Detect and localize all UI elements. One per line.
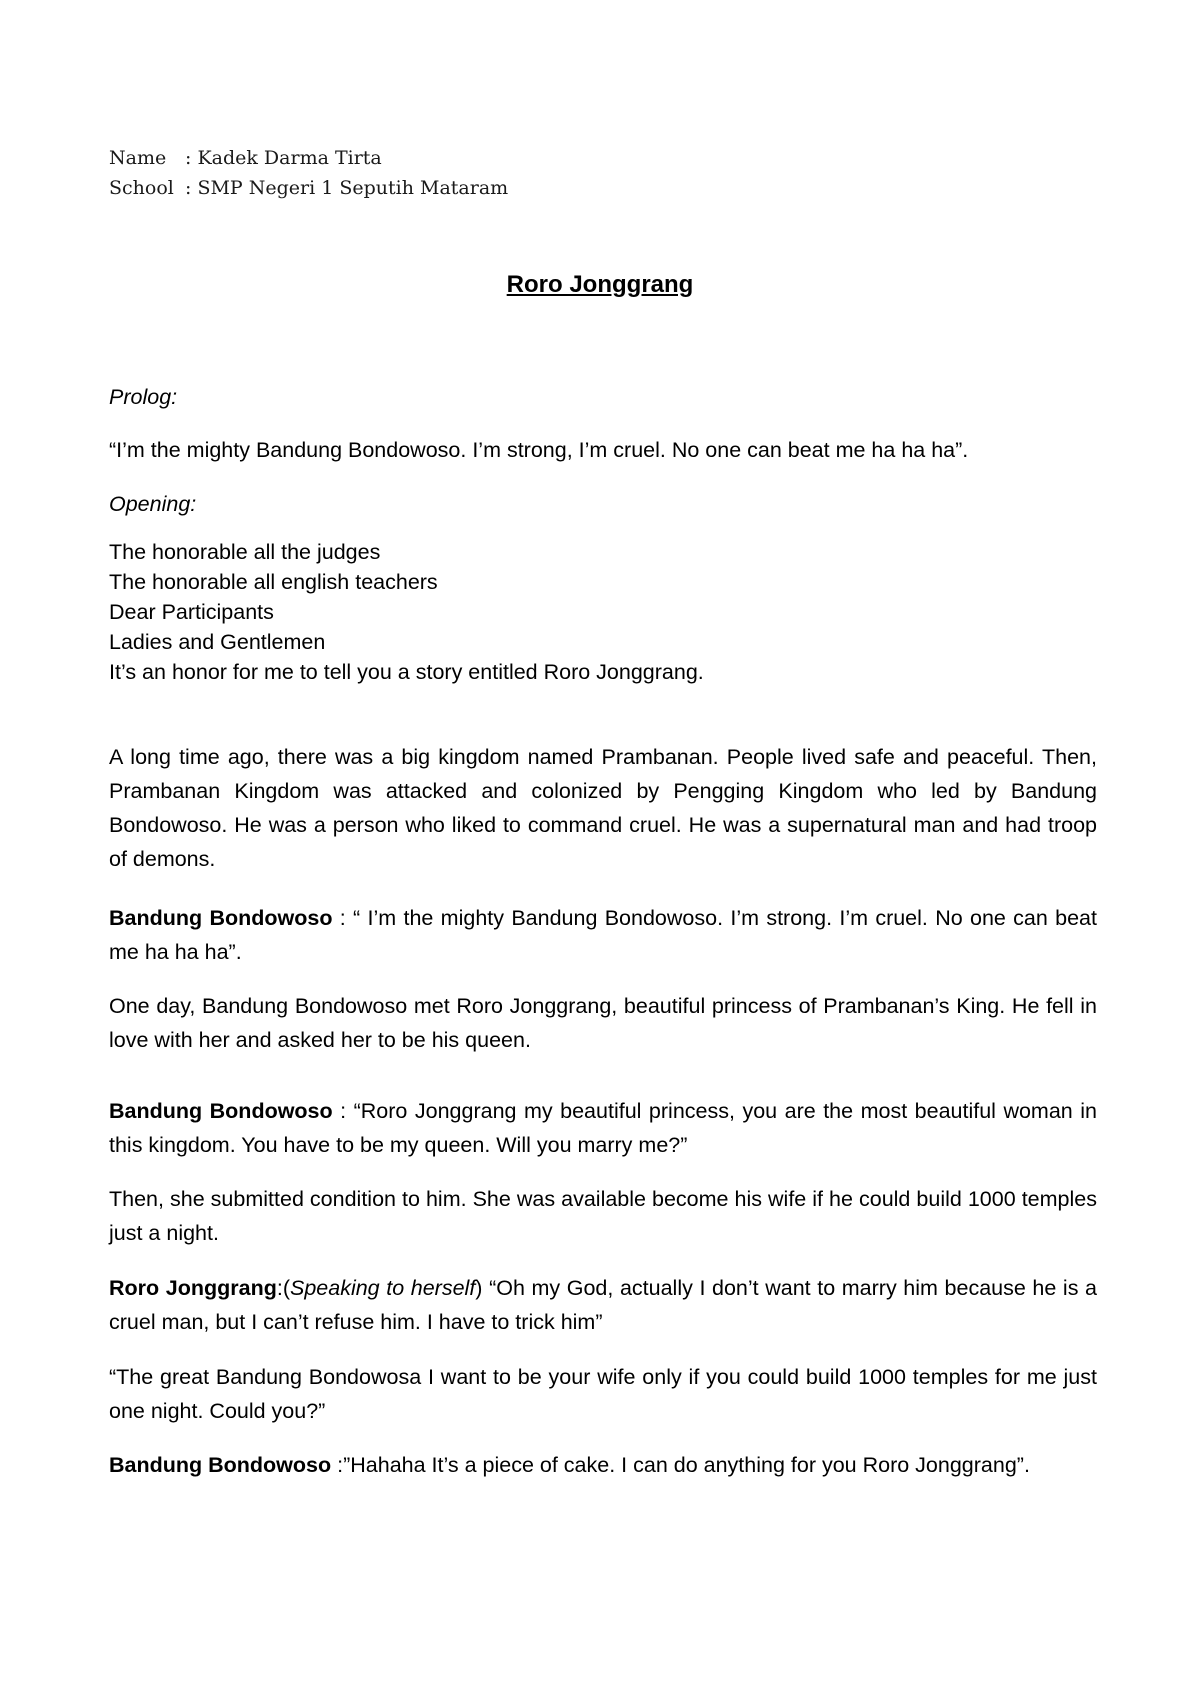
- story-paragraph: One day, Bandung Bondowoso met Roro Jonggrang, beautiful princess of Prambanan’s King. He fell in love with her and asked her to be his queen.: [109, 994, 1097, 1052]
- dialogue-bandung-1: [109, 901, 1097, 969]
- dialogue-bandung-3: [109, 1448, 1097, 1482]
- aside-open: :(: [276, 1276, 290, 1300]
- story-paragraph: Then, she submitted condition to him. She was available become his wife if he could build 1000 temples just a night.: [109, 1187, 1097, 1245]
- opening-lines: [109, 537, 1097, 687]
- opening-line: The honorable all the judges: [109, 540, 381, 564]
- school-label: School: [109, 177, 174, 199]
- dialogue-text: : “Roro Jonggrang my beautiful princess, you are the most beautiful woman in this kingdom. You have to be my queen. Will you marry me?”: [109, 1099, 1097, 1157]
- opening-line: The honorable all english teachers: [109, 570, 438, 594]
- speaker-name: Bandung Bondowoso: [109, 1099, 333, 1123]
- name-value: : Kadek Darma Tirta: [185, 147, 382, 169]
- speaker-name: Bandung Bondowoso: [109, 906, 333, 930]
- student-info: [109, 143, 508, 203]
- opening-label: Opening:: [109, 492, 197, 516]
- opening-line: It’s an honor for me to tell you a story entitled Roro Jonggrang.: [109, 660, 704, 684]
- dialogue-text: : “ I’m the mighty Bandung Bondowoso. I’m strong. I’m cruel. No one can beat me ha ha ha”.: [109, 906, 1097, 964]
- dialogue-bandung-2: [109, 1094, 1097, 1162]
- school-row: [109, 173, 508, 203]
- school-value: : SMP Negeri 1 Seputih Mataram: [185, 177, 509, 199]
- name-label: Name: [109, 147, 167, 169]
- prolog-label: Prolog:: [109, 385, 178, 409]
- name-row: [109, 143, 508, 173]
- aside-close: ): [475, 1276, 483, 1300]
- dialogue-roro: [109, 1271, 1097, 1339]
- opening-line: Dear Participants: [109, 600, 274, 624]
- speaker-name: Roro Jonggrang: [109, 1276, 277, 1300]
- story-paragraph: “The great Bandung Bondowosa I want to be your wife only if you could build 1000 temples for me just one night. Could you?”: [109, 1365, 1097, 1423]
- speaker-name: Bandung Bondowoso: [109, 1453, 332, 1477]
- dialogue-text: “Oh my God, actually I don’t want to marry him because he is a cruel man, but I can’t refuse him. I have to trick him”: [109, 1276, 1098, 1334]
- dialogue-text: :”Hahaha It’s a piece of cake. I can do anything for you Roro Jonggrang”.: [331, 1453, 1030, 1477]
- stage-direction: Speaking to herself: [289, 1276, 476, 1300]
- document-title: Roro Jonggrang: [506, 271, 694, 298]
- opening-line: Ladies and Gentlemen: [109, 630, 326, 654]
- story-paragraph: A long time ago, there was a big kingdom named Prambanan. People lived safe and peaceful. Then, Prambanan Kingdom was attacked and colonized by Pengging Kingdom who led by Bandung Bondowoso. He was a person who liked to command cruel. He was a supernatural man and had troop of demons.: [109, 745, 1097, 871]
- prolog-text: “I’m the mighty Bandung Bondowoso. I’m strong, I’m cruel. No one can beat me ha ha ha”.: [109, 438, 969, 462]
